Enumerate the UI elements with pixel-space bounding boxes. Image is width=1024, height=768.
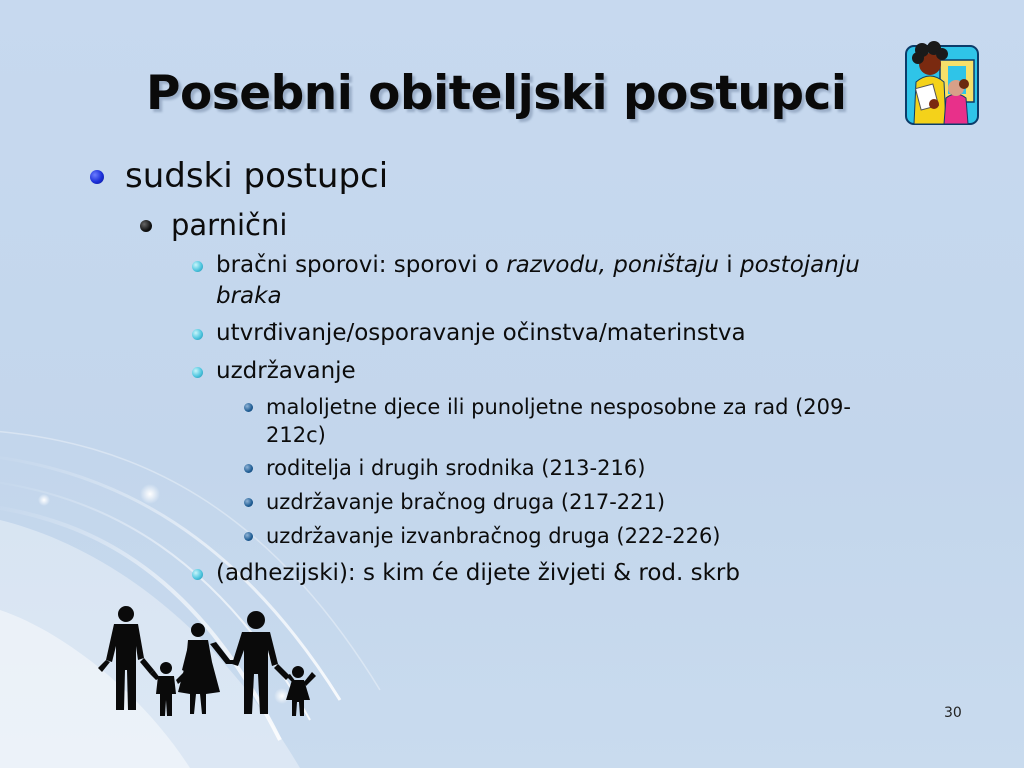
slide-title: Posebni obiteljski postupci [146, 66, 847, 121]
bullet-dot [192, 569, 203, 580]
bullet-item [90, 156, 388, 196]
bullet-dot [244, 532, 253, 541]
bullet-text: bračni sporovi: sporovi o razvodu, poništaju i postojanju [216, 252, 860, 278]
bullet-item [244, 456, 645, 480]
bullet-dot [140, 220, 152, 232]
mother-child-icon [904, 40, 984, 128]
bullet-item [244, 490, 665, 514]
bullet-text-continuation: braka [216, 283, 282, 309]
bullet-dot [90, 170, 104, 184]
bullet-item [140, 208, 287, 242]
bullet-dot [192, 329, 203, 340]
bullet-item [192, 358, 356, 384]
bullet-dot [244, 464, 253, 473]
bullet-dot [244, 403, 253, 412]
bullet-dot [244, 498, 253, 507]
bullet-item [192, 320, 746, 346]
bullet-dot [192, 261, 203, 272]
bullet-item [192, 560, 740, 586]
bullet-text: uzdržavanje bračnog druga (217-221) [266, 490, 666, 514]
bullet-text: roditelja i drugih srodnika (213-216) [266, 456, 646, 480]
bullet-item [192, 252, 860, 278]
bullet-text: uzdržavanje izvanbračnog druga (222-226) [266, 524, 721, 548]
bullet-text: utvrđivanje/osporavanje očinstva/materinstva [216, 320, 746, 346]
bullet-text: uzdržavanje [216, 358, 356, 384]
page-number: 30 [944, 705, 962, 721]
bullet-item [244, 524, 721, 548]
bullet-text-continuation: 212c) [266, 423, 326, 447]
bullet-text: sudski postupci [125, 156, 389, 196]
bullet-dot [192, 367, 203, 378]
bullet-item [244, 395, 851, 419]
family-silhouette-icon [92, 602, 324, 722]
bullet-text: (adhezijski): s kim će dijete živjeti & rod. skrb [216, 560, 740, 586]
bullet-text: maloljetne djece ili punoljetne nesposobne za rad (209- [266, 395, 851, 419]
bullet-text: parnični [171, 208, 288, 242]
